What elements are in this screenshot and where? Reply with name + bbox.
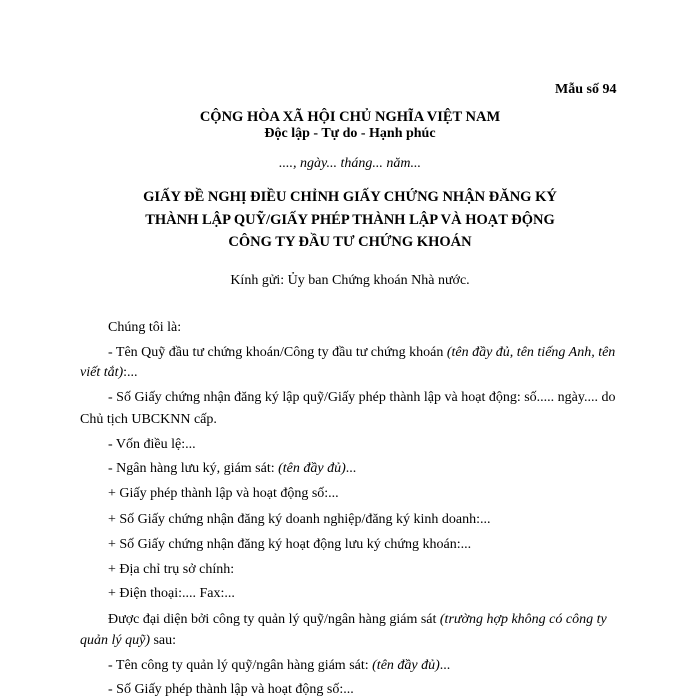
form-number: Mẫu số 94 [555, 82, 617, 97]
national-motto: Độc lập - Tự do - Hạnh phúc [264, 126, 436, 141]
bank-label: - Ngân hàng lưu ký, giám sát: [108, 461, 279, 476]
rep-name-fill: ... [439, 658, 451, 673]
representative-note: (trường hợp không có công ty [439, 612, 607, 627]
bank-address-line: + Địa chỉ trụ sở chính: [108, 562, 235, 577]
recipient-line: Kính gửi: Ủy ban Chứng khoán Nhà nước. [230, 273, 470, 288]
capital-line: - Vốn điều lệ:... [108, 437, 196, 452]
representative-label: Được đại diện bởi công ty quản lý quỹ/ngân hàng giám sát [108, 612, 440, 627]
fund-name-note-cont: viết tắt) [80, 365, 124, 380]
bank-fill: ... [345, 461, 357, 476]
representative-line [108, 610, 607, 630]
representative-line-cont [80, 631, 176, 651]
license-line: - Số Giấy chứng nhận đăng ký lập quỹ/Giấy phép thành lập và hoạt động: số..... ngày.... do [108, 390, 616, 405]
fund-name-line-cont [80, 363, 138, 383]
bank-business-reg-line: + Số Giấy chứng nhận đăng ký doanh nghiệp/đăng ký kinh doanh:... [108, 512, 491, 527]
bank-custody-reg-line: + Số Giấy chứng nhận đăng ký hoạt động lưu ký chứng khoán:... [108, 537, 472, 552]
bank-license-line: + Giấy phép thành lập và hoạt động số:... [108, 486, 339, 501]
bank-note: (tên đầy đủ) [278, 461, 346, 476]
bank-line [108, 459, 356, 479]
representative-note-cont: quản lý quỹ) [80, 633, 150, 648]
document-title-line-2: THÀNH LẬP QUỸ/GIẤY PHÉP THÀNH LẬP VÀ HOẠT ĐỘNG [145, 212, 555, 228]
date-line: ...., ngày... tháng... năm... [279, 156, 421, 171]
fund-name-label: - Tên Quỹ đầu tư chứng khoán/Công ty đầu tư chứng khoán [108, 345, 447, 360]
rep-name-note: (tên đầy đủ) [372, 658, 440, 673]
fund-name-line [108, 343, 615, 363]
country-name: CỘNG HÒA XÃ HỘI CHỦ NGHĨA VIỆT NAM [199, 109, 501, 125]
document-title-line-3: CÔNG TY ĐẦU TƯ CHỨNG KHOÁN [228, 234, 472, 250]
representative-suffix: sau: [149, 633, 177, 648]
rep-name-line [108, 656, 450, 676]
license-line-cont: Chủ tịch UBCKNN cấp. [80, 412, 217, 427]
bank-phone-line: + Điện thoại:.... Fax:... [108, 586, 235, 601]
rep-license-line: - Số Giấy phép thành lập và hoạt động số:... [108, 682, 354, 697]
fund-name-note: (tên đầy đủ, tên tiếng Anh, tên [446, 345, 616, 360]
fund-name-fill: :... [123, 365, 138, 380]
document-title-line-1: GIẤY ĐỀ NGHỊ ĐIỀU CHỈNH GIẤY CHỨNG NHẬN ĐĂNG KÝ [143, 189, 557, 205]
rep-name-label: - Tên công ty quản lý quỹ/ngân hàng giám sát: [108, 658, 373, 673]
intro-line: Chúng tôi là: [108, 320, 182, 335]
